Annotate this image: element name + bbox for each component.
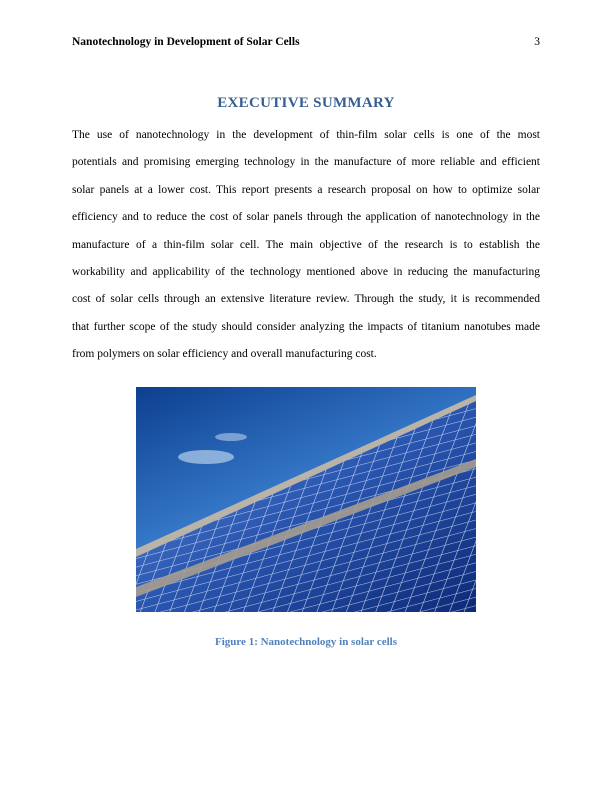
paragraph-line: potentials and promising emerging technology in the manufacture of more reliable and efficient — [72, 156, 540, 169]
paragraph-line: manufacture of a thin-film solar cell. The main objective of the research is to establish the — [72, 238, 540, 251]
summary-paragraph — [72, 126, 540, 373]
paragraph-line: cost of solar cells through an extensive literature review. Through the study, it is recommended — [72, 293, 540, 306]
solar-panels-photo — [136, 387, 476, 612]
section-heading: EXECUTIVE SUMMARY — [217, 95, 395, 111]
paragraph-line: from polymers on solar efficiency and overall manufacturing cost. — [72, 348, 377, 361]
paragraph-line: that further scope of the study should consider analyzing the impacts of titanium nanotubes made — [72, 320, 540, 333]
paragraph-line: efficiency and to reduce the cost of solar panels through the application of nanotechnology in the — [72, 211, 540, 224]
paragraph-line: workability and applicability of the technology mentioned above in reducing the manufacturing — [72, 265, 540, 278]
paragraph-line: solar panels at a lower cost. This report presents a research proposal on how to optimize solar — [72, 183, 540, 196]
figure-caption: Figure 1: Nanotechnology in solar cells — [214, 636, 397, 648]
page-number: 3 — [534, 36, 540, 48]
running-title: Nanotechnology in Development of Solar Cells — [72, 36, 300, 48]
paragraph-line: The use of nanotechnology in the development of thin-film solar cells is one of the most — [72, 129, 540, 141]
page-header — [72, 36, 540, 48]
